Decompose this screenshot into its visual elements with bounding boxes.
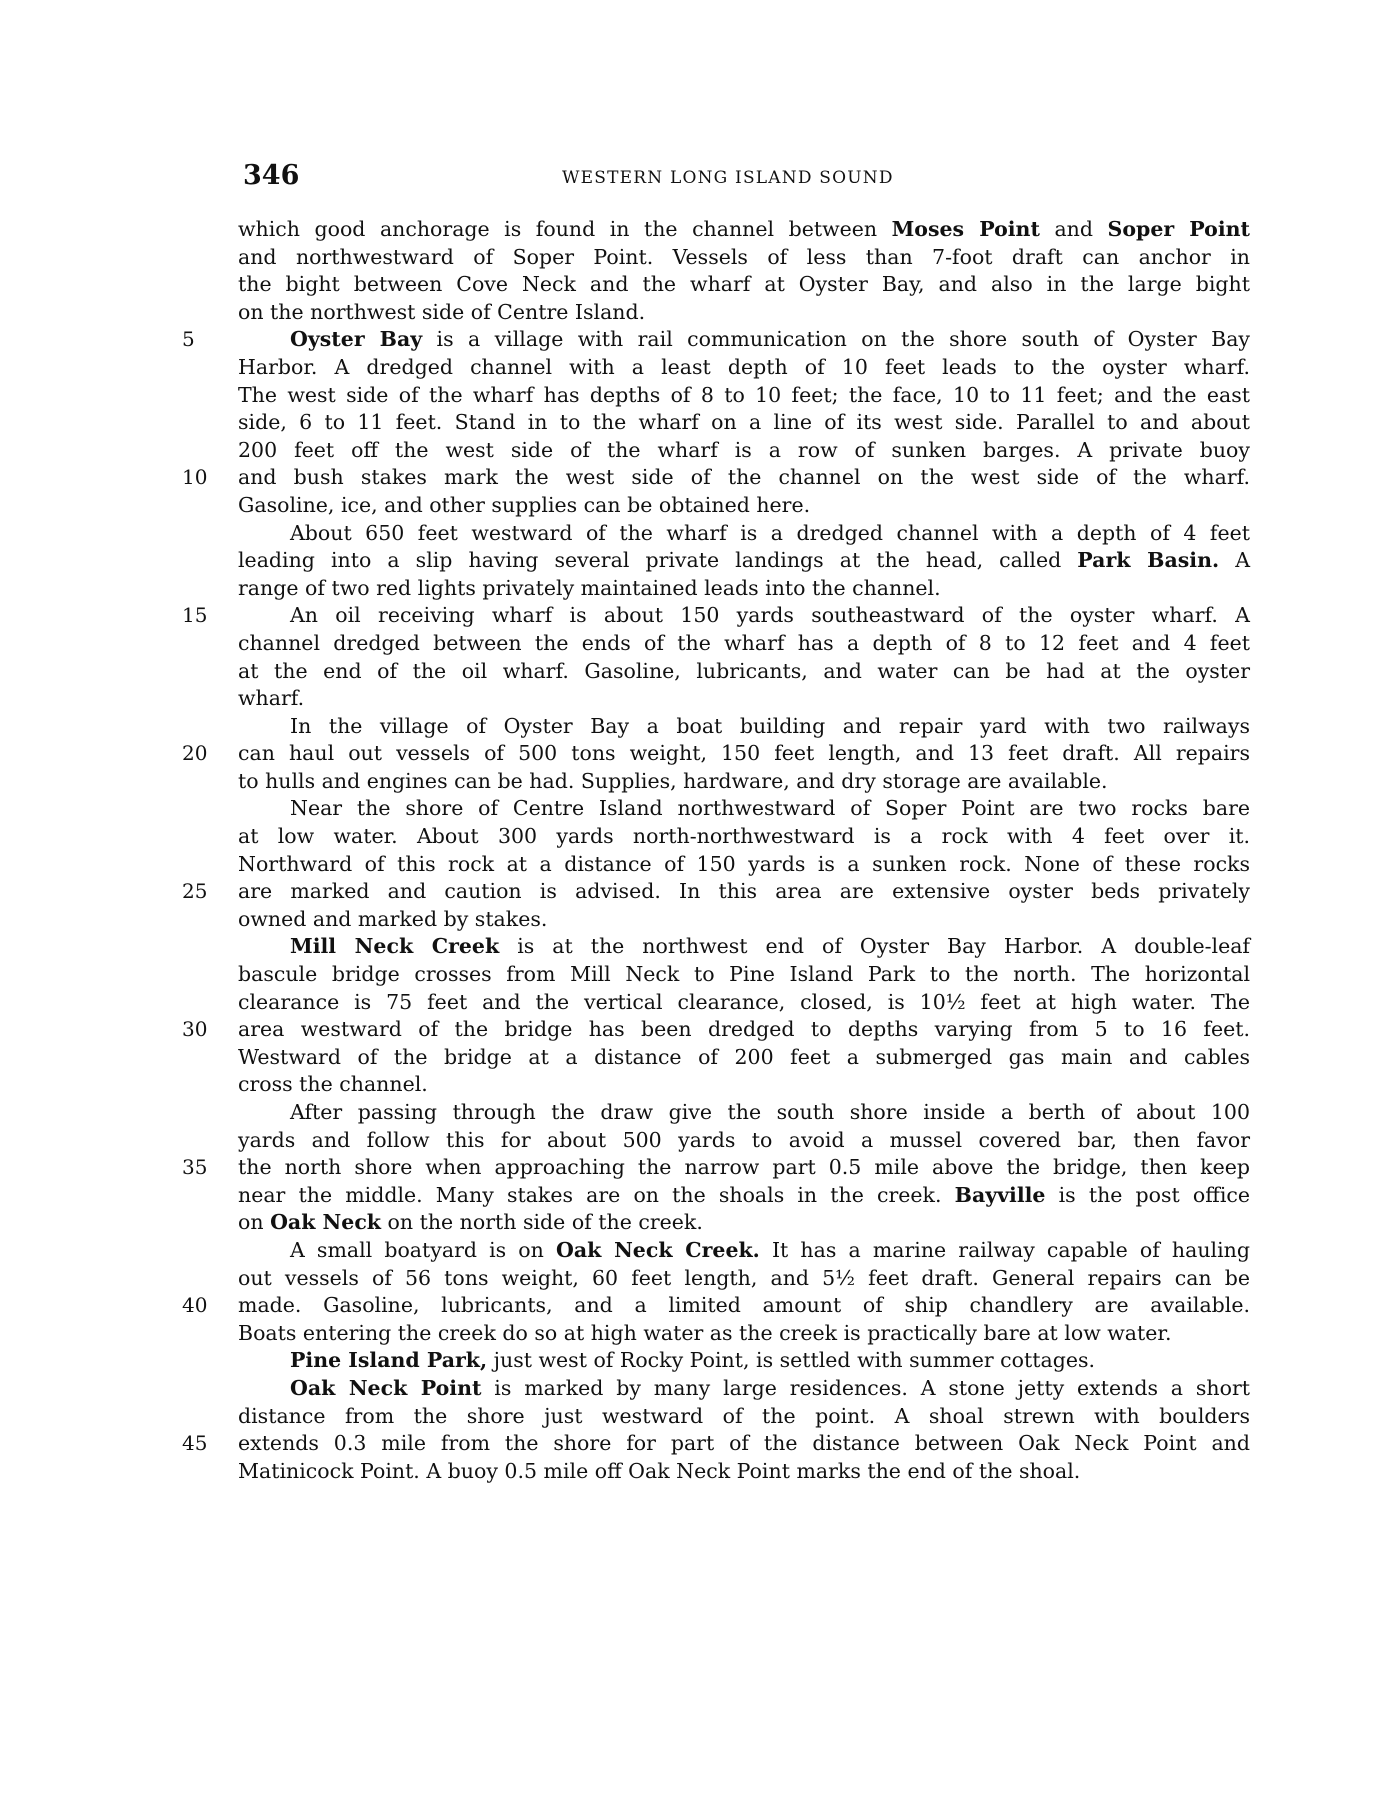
text-line — [238, 575, 1250, 603]
text-line — [238, 216, 1250, 244]
page-number: 346 — [243, 160, 300, 191]
text-line — [238, 768, 1250, 796]
line-number: 45 — [182, 1431, 208, 1456]
line-text: In the village of Oyster Bay a boat building and repair yard with two railways — [290, 713, 1250, 738]
line-text: are marked and caution is advised. In this area are extensive oyster beds privately — [238, 879, 1250, 904]
line-text: which good anchorage is found in the channel between Moses Point and Soper Point — [238, 217, 1250, 241]
text-line — [238, 382, 1250, 410]
bold-term: Park Basin. — [1077, 548, 1220, 573]
bold-term: Pine Island Park, — [290, 1348, 488, 1373]
text-line — [238, 1182, 1250, 1210]
line-text: to hulls and engines can be had. Supplies, hardware, and dry storage are available. — [238, 768, 1108, 793]
text-line — [238, 658, 1250, 686]
text-line — [238, 354, 1250, 382]
text-line — [238, 1265, 1250, 1293]
line-text: area westward of the bridge has been dredged to depths varying from 5 to 16 feet. — [238, 1017, 1250, 1042]
line-text: channel dredged between the ends of the wharf has a depth of 8 to 12 feet and 4 feet — [238, 630, 1250, 655]
line-text: near the middle. Many stakes are on the shoals in the creek. Bayville is the post office — [238, 1182, 1250, 1207]
text-line — [238, 271, 1250, 299]
line-number: 10 — [182, 465, 208, 490]
text-line — [238, 906, 1250, 934]
text-line — [238, 795, 1250, 823]
line-number: 35 — [182, 1155, 208, 1180]
line-text: range of two red lights privately maintained leads into the channel. — [238, 575, 941, 600]
text-line — [182, 602, 1250, 630]
line-text: distance from the shore just westward of the point. A shoal strewn with boulders — [238, 1403, 1250, 1428]
line-text: Harbor. A dredged channel with a least depth of 10 feet leads to the oyster wharf. — [238, 354, 1250, 379]
line-text: side, 6 to 11 feet. Stand in to the wharf on a line of its west side. Parallel to and about — [238, 410, 1250, 435]
line-text: 200 feet off the west side of the wharf is a row of sunken barges. A private buoy — [238, 437, 1250, 462]
line-text: The west side of the wharf has depths of 8 to 10 feet; the face, 10 to 11 feet; and the east — [238, 382, 1250, 407]
text-line — [238, 547, 1250, 575]
text-line — [238, 961, 1250, 989]
line-text: About 650 feet westward of the wharf is a dredged channel with a depth of 4 feet — [290, 520, 1250, 545]
text-line — [238, 1403, 1250, 1431]
line-text: Boats entering the creek do so at high water as the creek is practically bare at low water. — [238, 1320, 1172, 1345]
line-text: at low water. About 300 yards north-northwestward is a rock with 4 feet over it. — [238, 824, 1250, 849]
bold-term: Soper Point — [1107, 217, 1250, 241]
text-line — [238, 244, 1250, 272]
text-line — [238, 1099, 1250, 1127]
text-line — [182, 1016, 1250, 1044]
line-number: 30 — [182, 1017, 208, 1042]
bold-term: Oak Neck Point — [290, 1375, 482, 1400]
line-text: can haul out vessels of 500 tons weight, 150 feet length, and 13 feet draft. All repairs — [238, 741, 1250, 766]
text-line — [182, 464, 1250, 492]
line-text: and bush stakes mark the west side of the channel on the west side of the wharf. — [238, 465, 1250, 490]
text-line — [238, 1237, 1250, 1265]
line-text: Gasoline, ice, and other supplies can be obtained here. — [238, 492, 811, 517]
text-line — [182, 1430, 1250, 1458]
line-text: the bight between Cove Neck and the wharf at Oyster Bay, and also in the large bight — [238, 272, 1250, 297]
line-text: on the northwest side of Centre Island. — [238, 299, 646, 324]
line-text: Westward of the bridge at a distance of 200 feet a submerged gas main and cables — [238, 1044, 1250, 1069]
line-text: clearance is 75 feet and the vertical clearance, closed, is 10½ feet at high water. The — [238, 989, 1250, 1014]
bold-term: Oak Neck Creek. — [555, 1237, 760, 1262]
line-text: Near the shore of Centre Island northwestward of Soper Point are two rocks bare — [290, 796, 1250, 821]
line-number: 40 — [182, 1293, 208, 1318]
text-line — [238, 1375, 1250, 1403]
line-text: leading into a slip having several private landings at the head, called Park Basin. A — [238, 548, 1250, 573]
line-text: made. Gasoline, lubricants, and a limited amount of ship chandlery are available. — [238, 1293, 1250, 1318]
running-head: WESTERN LONG ISLAND SOUND — [562, 168, 894, 188]
text-line — [238, 713, 1250, 741]
line-text: yards and follow this for about 500 yards to avoid a mussel covered bar, then favor — [238, 1127, 1250, 1152]
line-text: A small boatyard is on Oak Neck Creek. It has a marine railway capable of hauling — [290, 1237, 1250, 1262]
line-text: Mill Neck Creek is at the northwest end of Oyster Bay Harbor. A double-leaf — [290, 934, 1251, 959]
bold-term: Mill Neck Creek — [290, 934, 500, 959]
text-line — [182, 1292, 1250, 1320]
line-number: 20 — [182, 741, 208, 766]
text-line — [238, 299, 1250, 327]
line-text: bascule bridge crosses from Mill Neck to Pine Island Park to the north. The horizontal — [238, 962, 1250, 987]
line-text: Oak Neck Point is marked by many large residences. A stone jetty extends a short — [290, 1375, 1250, 1400]
text-line — [182, 326, 1251, 354]
line-number: 15 — [182, 603, 208, 628]
bold-term: Oak Neck — [270, 1210, 382, 1235]
text-line — [238, 520, 1250, 548]
line-number: 25 — [182, 879, 208, 904]
line-text: extends 0.3 mile from the shore for part of the distance between Oak Neck Point and — [238, 1431, 1250, 1456]
text-line — [238, 437, 1250, 465]
line-text: at the end of the oil wharf. Gasoline, lubricants, and water can be had at the oyster — [238, 658, 1250, 683]
text-line — [238, 685, 1250, 713]
text-line — [238, 851, 1250, 879]
text-line — [182, 878, 1250, 906]
text-line — [238, 1071, 1250, 1099]
line-text: and northwestward of Soper Point. Vessels of less than 7-foot draft can anchor in — [238, 244, 1250, 269]
bold-term: Bayville — [954, 1182, 1046, 1207]
text-line — [238, 492, 1250, 520]
text-line — [182, 740, 1250, 768]
line-text: An oil receiving wharf is about 150 yards southeastward of the oyster wharf. A — [290, 603, 1250, 628]
line-text: After passing through the draw give the south shore inside a berth of about 100 — [290, 1100, 1250, 1124]
text-line — [238, 1044, 1250, 1072]
text-line — [238, 1209, 1250, 1237]
text-line — [238, 989, 1250, 1017]
text-line — [238, 1320, 1250, 1348]
text-line — [238, 409, 1250, 437]
bold-term: Moses Point — [891, 217, 1040, 241]
bold-term: Oyster Bay — [290, 327, 423, 352]
text-line — [182, 1154, 1250, 1182]
line-text: Pine Island Park, just west of Rocky Point, is settled with summer cottages. — [290, 1348, 1095, 1373]
text-line — [238, 1127, 1250, 1155]
line-text: on Oak Neck on the north side of the creek. — [238, 1210, 703, 1235]
text-line — [238, 823, 1250, 851]
line-text: Oyster Bay is a village with rail communication on the shore south of Oyster Bay — [290, 327, 1251, 352]
line-text: out vessels of 56 tons weight, 60 feet length, and 5½ feet draft. General repairs can be — [238, 1265, 1250, 1290]
line-number: 5 — [182, 327, 195, 352]
line-text: cross the channel. — [238, 1072, 428, 1097]
line-text: wharf. — [238, 686, 305, 711]
text-line — [238, 933, 1250, 961]
text-line — [238, 1347, 1250, 1375]
line-text: Northward of this rock at a distance of 150 yards is a sunken rock. None of these rocks — [238, 851, 1250, 876]
text-line — [238, 630, 1250, 658]
body-text — [182, 216, 1251, 1485]
line-text: owned and marked by stakes. — [238, 906, 548, 931]
text-line — [238, 1458, 1250, 1486]
line-text: the north shore when approaching the narrow part 0.5 mile above the bridge, then keep — [238, 1155, 1250, 1180]
line-text: Matinicock Point. A buoy 0.5 mile off Oak Neck Point marks the end of the shoal. — [238, 1458, 1081, 1483]
